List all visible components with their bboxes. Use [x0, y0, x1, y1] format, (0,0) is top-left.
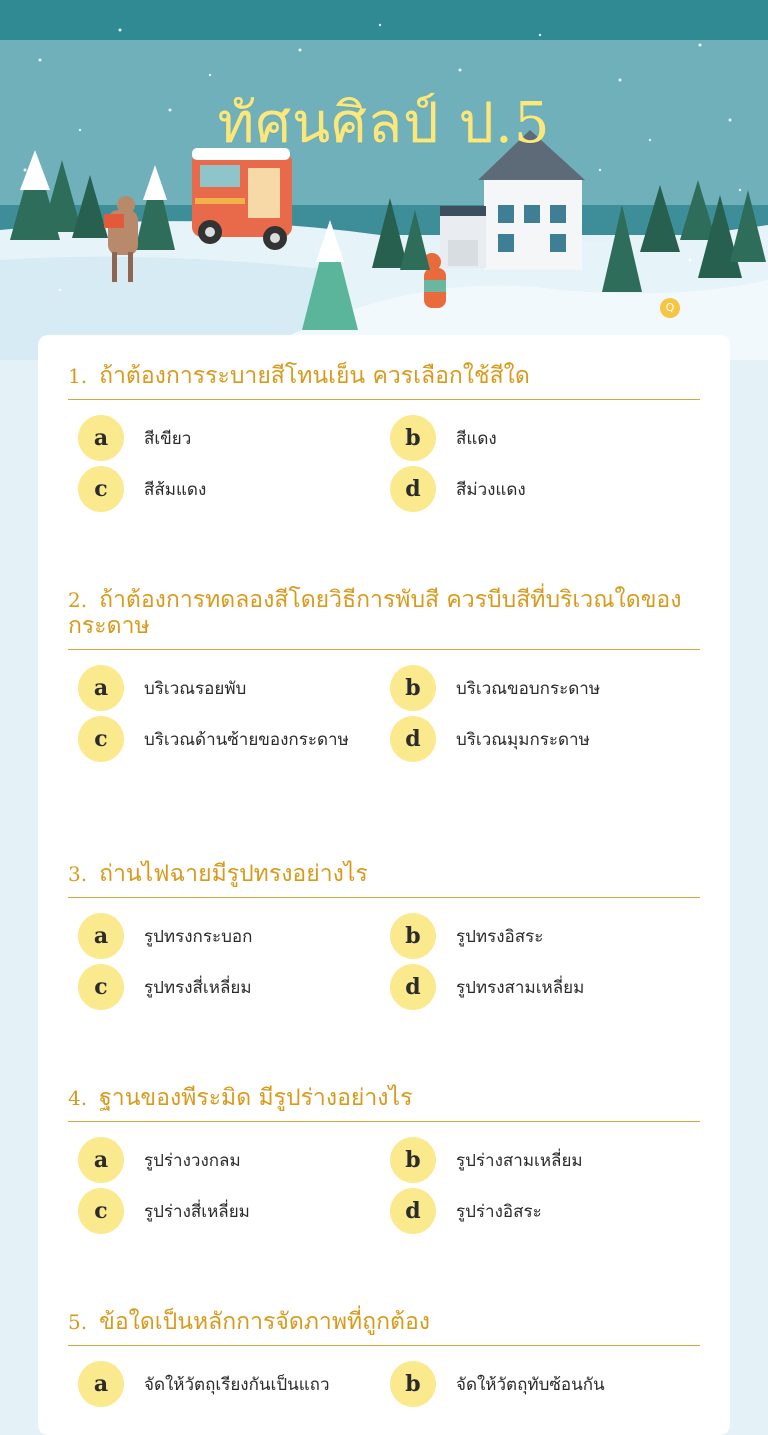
question-2 — [68, 587, 700, 752]
option-text: รูปทรงอิสระ — [456, 926, 544, 947]
option-c[interactable] — [78, 716, 378, 762]
option-letter-badge: b — [390, 1137, 436, 1183]
question-number: 2. — [68, 588, 88, 612]
question-text: ฐานของพีระมิด มีรูปร่างอย่างไร — [99, 1085, 413, 1111]
option-text: สีเขียว — [144, 428, 192, 449]
question-5 — [68, 1309, 700, 1397]
question-title — [68, 1309, 700, 1346]
option-c[interactable] — [78, 466, 378, 512]
option-letter-badge: a — [78, 665, 124, 711]
option-letter-badge: d — [390, 964, 436, 1010]
option-text: จัดให้วัตถุเรียงกันเป็นแถว — [144, 1374, 330, 1395]
option-letter-badge: b — [390, 913, 436, 959]
option-a[interactable] — [78, 665, 378, 711]
option-b[interactable] — [390, 1361, 690, 1407]
option-text: จัดให้วัตถุทับซ้อนกัน — [456, 1374, 605, 1395]
question-1 — [68, 363, 700, 502]
option-b[interactable] — [390, 913, 690, 959]
question-4 — [68, 1085, 700, 1224]
option-text: บริเวณรอยพับ — [144, 678, 247, 699]
option-text: รูปร่างวงกลม — [144, 1150, 241, 1171]
option-letter-badge: a — [78, 1361, 124, 1407]
option-text: บริเวณขอบกระดาษ — [456, 678, 601, 699]
question-text: ถ้าต้องการระบายสีโทนเย็น ควรเลือกใช้สีใด — [99, 363, 530, 389]
option-c[interactable] — [78, 964, 378, 1010]
option-text: รูปร่างอิสระ — [456, 1201, 542, 1222]
option-text: สีม่วงแดง — [456, 479, 526, 500]
question-text: ถ้าต้องการทดลองสีโดยวิธีการพับสี ควรบีบสีที่บริเวณใดของกระดาษ — [68, 587, 682, 639]
option-c[interactable] — [78, 1188, 378, 1234]
question-number: 1. — [68, 364, 88, 388]
option-a[interactable] — [78, 1137, 378, 1183]
quizizz-logo-icon: Q — [660, 298, 680, 318]
option-text: รูปทรงสี่เหลี่ยม — [144, 977, 252, 998]
option-letter-badge: a — [78, 415, 124, 461]
option-d[interactable] — [390, 466, 690, 512]
question-title — [68, 363, 700, 400]
option-d[interactable] — [390, 716, 690, 762]
option-b[interactable] — [390, 665, 690, 711]
question-number: 4. — [68, 1086, 88, 1110]
winter-scene-illustration — [0, 0, 768, 360]
option-d[interactable] — [390, 964, 690, 1010]
option-b[interactable] — [390, 1137, 690, 1183]
option-letter-badge: d — [390, 716, 436, 762]
option-letter-badge: c — [78, 716, 124, 762]
option-b[interactable] — [390, 415, 690, 461]
option-letter-badge: a — [78, 1137, 124, 1183]
option-text: รูปทรงสามเหลี่ยม — [456, 977, 585, 998]
option-a[interactable] — [78, 913, 378, 959]
option-a[interactable] — [78, 1361, 378, 1407]
question-title — [68, 587, 700, 650]
option-text: รูปทรงกระบอก — [144, 926, 253, 947]
option-letter-badge: a — [78, 913, 124, 959]
option-d[interactable] — [390, 1188, 690, 1234]
question-text: ข้อใดเป็นหลักการจัดภาพที่ถูกต้อง — [99, 1309, 430, 1335]
question-text: ถ่านไฟฉายมีรูปทรงอย่างไร — [99, 861, 368, 887]
question-number: 5. — [68, 1310, 88, 1334]
option-letter-badge: b — [390, 1361, 436, 1407]
option-letter-badge: b — [390, 415, 436, 461]
option-a[interactable] — [78, 415, 378, 461]
option-letter-badge: d — [390, 1188, 436, 1234]
option-text: สีแดง — [456, 428, 497, 449]
question-3 — [68, 861, 700, 1000]
question-number: 3. — [68, 862, 88, 886]
option-text: บริเวณด้านซ้ายของกระดาษ — [144, 729, 349, 750]
header-banner — [0, 0, 768, 360]
option-text: บริเวณมุมกระดาษ — [456, 729, 590, 750]
page-title: ทัศนศิลป์ ป.5 — [217, 91, 551, 156]
option-text: รูปร่างสามเหลี่ยม — [456, 1150, 583, 1171]
option-letter-badge: d — [390, 466, 436, 512]
option-text: รูปร่างสี่เหลี่ยม — [144, 1201, 250, 1222]
option-letter-badge: c — [78, 466, 124, 512]
option-text: สีส้มแดง — [144, 479, 207, 500]
option-letter-badge: c — [78, 1188, 124, 1234]
option-letter-badge: c — [78, 964, 124, 1010]
question-title — [68, 1085, 700, 1122]
question-card — [38, 335, 730, 1435]
option-letter-badge: b — [390, 665, 436, 711]
question-title — [68, 861, 700, 898]
